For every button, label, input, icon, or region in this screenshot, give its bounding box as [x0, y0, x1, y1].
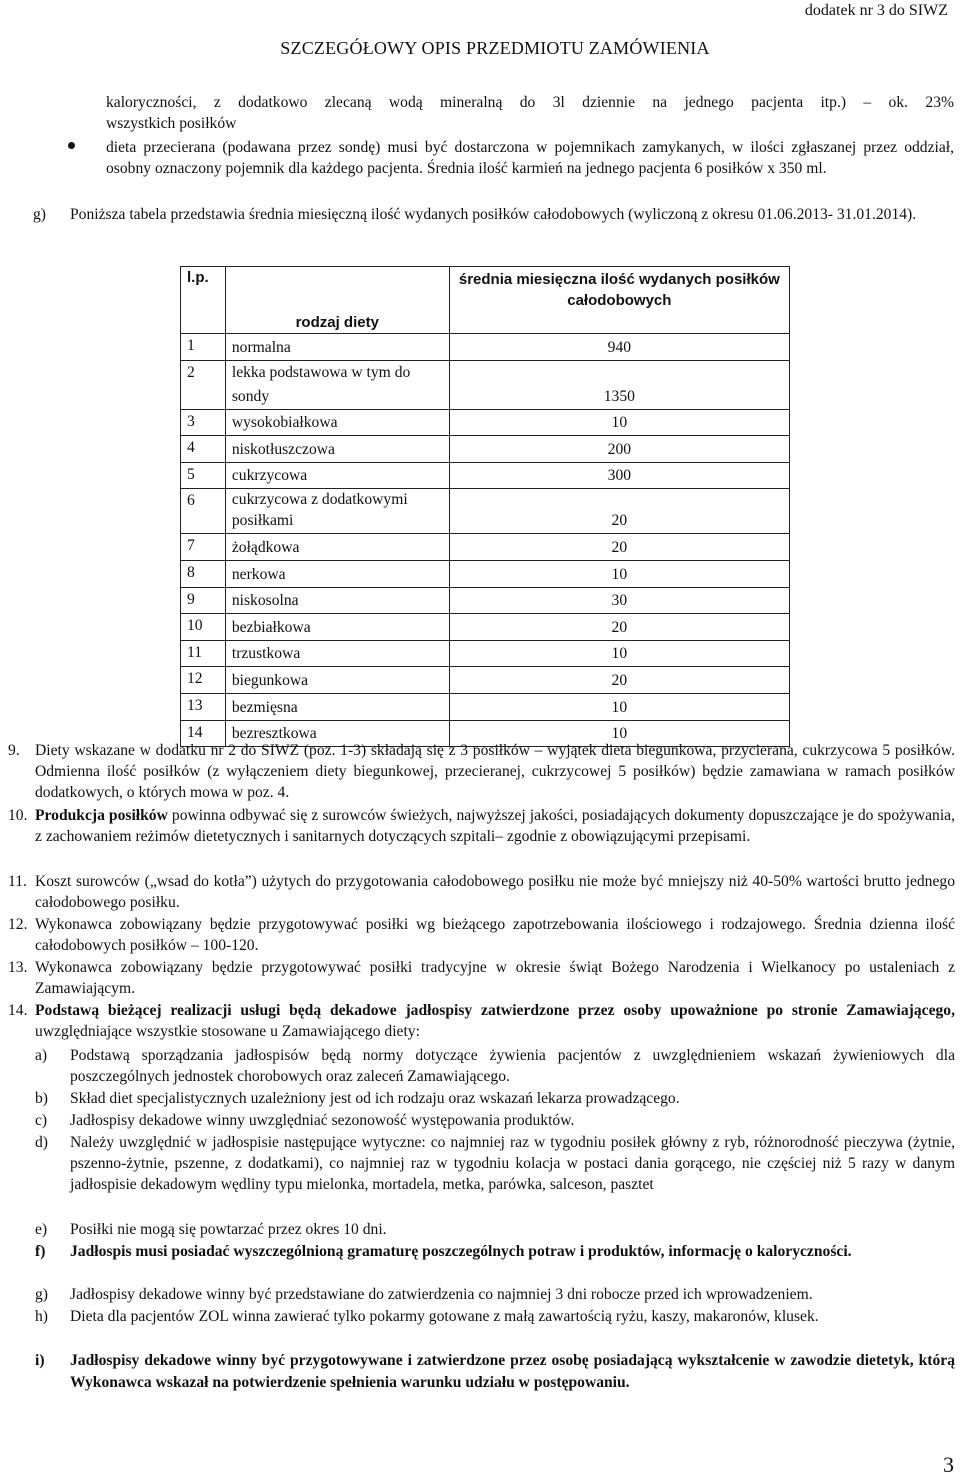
- row-lp: 4: [181, 436, 226, 463]
- table-row: [181, 667, 790, 694]
- point-12-text: Wykonawca zobowiązany będzie przygotowywać posiłki wg bieżącego zapotrzebowania ilościowego i rodzajowego. Średnia dzienna ilość całodobowych posiłków – 100-120.: [35, 916, 955, 954]
- row-lp: 13: [181, 693, 226, 720]
- subpoint-e: Posiłki nie mogą się powtarzać przez okres 10 dni.: [70, 1221, 387, 1238]
- header-diet: rodzaj diety: [225, 267, 449, 334]
- table-row: [181, 534, 790, 561]
- point-10-rest: powinna odbywać się z surowców świeżych, najwyższej jakości, posiadających dokumenty dopuszczające je do spożywania, z zachowaniem reżimów dietetycznych i sanitarnych dotyczących szpitali– zgodnie z obowiązującymi przepisami.: [35, 807, 955, 845]
- point-number: 11.: [8, 873, 27, 890]
- point-14-rest: uwzględniające wszystkie stosowane u Zamawiającego diety:: [35, 1023, 420, 1040]
- item-label: e): [35, 1221, 48, 1238]
- table-row: [181, 360, 790, 409]
- row-value: 10: [449, 409, 789, 436]
- table-row: [181, 614, 790, 641]
- row-value: 10: [449, 720, 789, 747]
- row-diet: wysokobiałkowa: [225, 409, 449, 436]
- row-lp: 7: [181, 534, 226, 561]
- row-lp: 9: [181, 587, 226, 614]
- annex-label: dodatek nr 3 do SIWZ: [804, 2, 948, 19]
- row-diet: żołądkowa: [225, 534, 449, 561]
- table-header-row: [181, 267, 790, 334]
- subpoint-g: Jadłospisy dekadowe winny być przedstawiane do zatwierdzenia co najmniej 3 dni robocze przed ich wprowadzeniem.: [70, 1286, 813, 1303]
- point-number: 9.: [8, 742, 20, 759]
- subpoint-c: Jadłospisy dekadowe winny uwzględniać sezonowość występowania produktów.: [70, 1112, 575, 1129]
- item-label: i): [35, 1352, 45, 1369]
- table-row: [181, 640, 790, 667]
- row-value: 200: [449, 436, 789, 463]
- row-diet: cukrzycowa: [225, 462, 449, 489]
- row-lp: 3: [181, 409, 226, 436]
- point-14-text: [35, 1000, 955, 1042]
- row-value: 30: [449, 587, 789, 614]
- row-diet: bezbiałkowa: [225, 614, 449, 641]
- subpoint-b: Skład diet specjalistycznych uzależniony jest od ich rodzaju oraz wskazań lekarza prowadzącego.: [70, 1090, 680, 1107]
- subpoint-a: Podstawą sporządzania jadłospisów będą normy dotyczące żywienia pacjentów z uwzględnieniem wskazań żywieniowych dla poszczególnych jednostek chorobowych oraz zaleceń Zamawiającego.: [70, 1047, 955, 1085]
- row-diet: niskotłuszczowa: [225, 436, 449, 463]
- row-diet: normalna: [225, 334, 449, 361]
- row-value: 20: [449, 489, 789, 534]
- row-diet: bezresztkowa: [225, 720, 449, 747]
- table-row: [181, 334, 790, 361]
- header-lp: l.p.: [181, 267, 226, 334]
- row-lp: 12: [181, 667, 226, 694]
- row-lp: 6: [181, 489, 226, 534]
- point-number: 13.: [8, 959, 28, 976]
- row-lp: 5: [181, 462, 226, 489]
- point-10-bold: Produkcja posiłków: [35, 807, 168, 824]
- row-diet: nerkowa: [225, 560, 449, 587]
- table-row: [181, 693, 790, 720]
- row-value: 300: [449, 462, 789, 489]
- row-value: 20: [449, 534, 789, 561]
- table-intro: Poniższa tabela przedstawia średnia miesięczną ilość wydanych posiłków całodobowych (wyliczoną z okresu 01.06.2013- 31.01.2014).: [70, 206, 917, 223]
- point-13-text: Wykonawca zobowiązany będzie przygotowywać posiłki tradycyjne w okresie świąt Bożego Narodzenia i Wielkanocy po ustaleniach z Zamawiającym.: [35, 959, 955, 997]
- row-value: 10: [449, 640, 789, 667]
- row-lp: 10: [181, 614, 226, 641]
- page-number: 3: [943, 1452, 954, 1477]
- row-value: 20: [449, 614, 789, 641]
- item-label: d): [35, 1134, 48, 1151]
- bullet-paragraph: dieta przecierana (podawana przez sondę) musi być dostarczona w pojemnikach zamykanych, w ilości zgłaszanej przez oddział, osobny oznaczony pojemnik dla każdego pacjenta. Średnia ilość karmień na jednego pacjenta 6 posiłków x 350 ml.: [106, 139, 954, 177]
- item-label: h): [35, 1308, 48, 1325]
- point-number: 14.: [8, 1002, 28, 1019]
- point-number: 12.: [8, 916, 28, 933]
- row-value: 940: [449, 334, 789, 361]
- subpoint-f: Jadłospis musi posiadać wyszczególnioną gramaturę poszczególnych potraw i produktów, informację o kaloryczności.: [70, 1243, 852, 1260]
- table-row: [181, 587, 790, 614]
- subpoint-i: Jadłospisy dekadowe winny być przygotowywane i zatwierdzone przez osobę posiadającą wykształcenie w zawodzie dietetyk, którą Wykonawca wskazał na potwierdzenie spełnienia warunku udziału w postępowaniu.: [70, 1352, 955, 1391]
- document-title: SZCZEGÓŁOWY OPIS PRZEDMIOTU ZAMÓWIENIA: [280, 38, 710, 58]
- row-lp: 8: [181, 560, 226, 587]
- diet-table: [180, 266, 790, 747]
- row-diet: cukrzycowa z dodatkowymi posiłkami: [225, 489, 449, 534]
- intro-line: wszystkich posiłków: [106, 115, 237, 132]
- row-diet: bezmięsna: [225, 693, 449, 720]
- row-value: 1350: [449, 360, 789, 409]
- item-label: a): [35, 1047, 48, 1064]
- bullet-icon: [68, 142, 75, 149]
- row-diet: trzustkowa: [225, 640, 449, 667]
- point-9-text: Diety wskazane w dodatku nr 2 do SIWZ (poz. 1-3) składają się z 3 posiłków – wyjątek dieta biegunkowa, przycierana, cukrzycowa 5 posiłków. Odmienna ilość posiłków (z wyłączeniem diety biegunkowej, przecieranej, cukrzycowej 5 posiłków) będzie zamawiana w ramach posiłków dodatkowych, o których mowa w poz. 4.: [35, 742, 955, 801]
- row-lp: 1: [181, 334, 226, 361]
- point-14-bold: Podstawą bieżącej realizacji usługi będą dekadowe jadłospisy zatwierdzone przez osoby upoważnione po stronie Zamawiającego,: [35, 1002, 955, 1019]
- row-lp: 11: [181, 640, 226, 667]
- point-11-text: Koszt surowców („wsad do kotła”) użytych do przygotowania całodobowego posiłku nie może być mniejszy niż 40-50% wartości brutto jednego całodobowego posiłku.: [35, 873, 955, 911]
- table-row: [181, 409, 790, 436]
- row-value: 10: [449, 693, 789, 720]
- item-label: f): [35, 1243, 46, 1260]
- subpoint-d: Należy uwzględnić w jadłospisie następujące wytyczne: co najmniej raz w tygodniu posiłek główny z ryb, różnorodność pieczywa (żytnie, pszenno-żytnie, pszenne, z dodatkami), co najmniej raz w tygodniu kolacja w postaci dania gorącego, nie częściej niż 5 razy w danym jadłospisie dekadowym wędliny typu mielonka, mortadela, metka, parówka, salceson, pasztet: [70, 1134, 955, 1193]
- row-diet: biegunkowa: [225, 667, 449, 694]
- row-diet: niskosolna: [225, 587, 449, 614]
- point-number: 10.: [8, 807, 28, 824]
- point-10-text: [35, 805, 955, 847]
- row-value: 20: [449, 667, 789, 694]
- row-lp: 14: [181, 720, 226, 747]
- row-diet: lekka podstawowa w tym do sondy: [225, 360, 449, 409]
- table-row: [181, 462, 790, 489]
- row-lp: 2: [181, 360, 226, 409]
- item-label: g): [33, 206, 46, 223]
- row-value: 10: [449, 560, 789, 587]
- table-row: [181, 489, 790, 534]
- item-label: b): [35, 1090, 48, 1107]
- header-value: średnia miesięczna ilość wydanych posiłków całodobowych: [449, 267, 789, 334]
- subpoint-h: Dieta dla pacjentów ZOL winna zawierać tylko pokarmy gotowane z małą zawartością ryżu, kaszy, makaronów, klusek.: [70, 1308, 819, 1325]
- item-label: g): [35, 1286, 48, 1303]
- table-row: [181, 436, 790, 463]
- intro-line: kaloryczności, z dodatkowo zlecaną wodą mineralną do 3l dziennie na jednego pacjenta itp.) – ok. 23%: [106, 94, 954, 111]
- item-label: c): [35, 1112, 48, 1129]
- table-row: [181, 560, 790, 587]
